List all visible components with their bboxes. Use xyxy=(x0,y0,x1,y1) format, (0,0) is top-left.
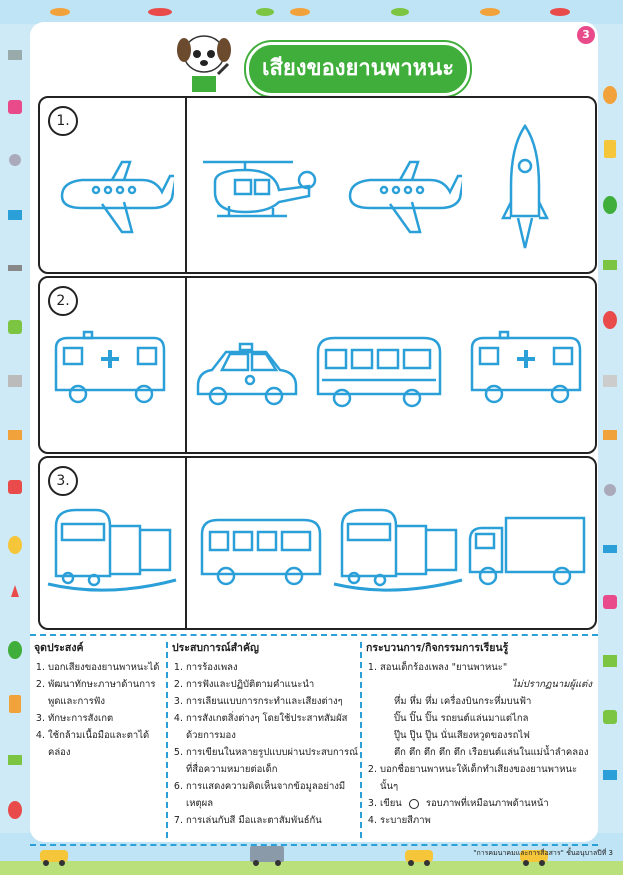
list-item: 3. การเลียนแบบการกระทำและเสียงต่างๆ xyxy=(186,693,360,710)
footer-caption: "การคมนาคมและการสื่อสาร" ชั้นอนุบาลปีที่ 3 xyxy=(473,849,613,857)
list-item: 4. ระบายสีภาพ xyxy=(380,812,592,829)
panel-divider xyxy=(185,458,187,628)
panel-divider xyxy=(185,98,187,272)
list-item: 6. การแสดงความคิดเห็นจากข้อมูลอย่างมีเหตุผล xyxy=(186,778,360,812)
list-item: 2. พัฒนาทักษะภาษาด้านการพูดและการฟัง xyxy=(48,676,166,710)
list-item xyxy=(380,795,592,812)
page-title: เสียงของยานพาหนะ xyxy=(246,42,470,96)
bus-icon xyxy=(312,328,446,412)
rocket-icon xyxy=(500,122,550,262)
right-side-icons xyxy=(601,40,619,840)
lyric-line: ตึก ตึก ตึก ตึก ตึก เรือยนต์แล่นในแม่น้ำลำคลอง xyxy=(394,747,589,758)
list-item: 7. การเล่นกับสี มือและตาสัมพันธ์กัน xyxy=(186,812,360,829)
circle-icon xyxy=(409,799,419,809)
lyric-line: ปู๊น ปู๊น ปู๊น นั่นเสียงหวูดของรถไฟ xyxy=(394,730,530,741)
train-icon xyxy=(46,502,180,598)
left-side-icons xyxy=(6,40,24,840)
song-lyrics xyxy=(380,676,592,761)
lyric-line: ปิ๊น ปิ๊น ปิ๊น รถยนต์แล่นมาแต่ไกล xyxy=(394,713,529,724)
helicopter-icon xyxy=(195,152,323,232)
exercise-panel-2 xyxy=(38,276,597,454)
experiences-list xyxy=(172,659,360,829)
list-item: 1. การร้องเพลง xyxy=(186,659,360,676)
truck-icon xyxy=(466,510,590,590)
process-list xyxy=(366,659,592,829)
objectives-column xyxy=(34,640,166,761)
list-item: 2. บอกชื่อยานพาหนะให้เด็กทำเสียงของยานพาหนะนั้นๆ xyxy=(380,761,592,795)
ambulance-icon xyxy=(466,328,590,408)
experiences-heading: ประสบการณ์สำคัญ xyxy=(172,642,259,654)
exercise-panel-1 xyxy=(38,96,597,274)
list-item: 4. ใช้กล้ามเนื้อมือและตาได้คล่อง xyxy=(48,727,166,761)
process-column xyxy=(366,640,592,829)
dog-mascot-icon xyxy=(164,28,244,98)
list-item: 1. บอกเสียงของยานพาหนะได้ xyxy=(48,659,166,676)
airplane-icon xyxy=(340,156,462,236)
airplane-icon xyxy=(52,156,174,236)
exercise-number: 1. xyxy=(48,106,78,136)
page-number-badge: 3 xyxy=(577,26,595,44)
list-item xyxy=(380,659,592,761)
train-icon xyxy=(332,502,466,598)
lesson-info-section xyxy=(30,634,598,846)
objectives-list xyxy=(34,659,166,761)
column-divider xyxy=(166,642,168,838)
list-item: 4. การสังเกตสิ่งต่างๆ โดยใช้ประสาทสัมผัสด้วยการมอง xyxy=(186,710,360,744)
objectives-heading: จุดประสงค์ xyxy=(34,642,84,654)
process-step-3-post: รอบภาพที่เหมือนภาพด้านหน้า xyxy=(425,798,549,809)
bus-icon xyxy=(196,510,326,590)
panel-divider xyxy=(185,278,187,452)
list-item: 3. ทักษะการสังเกต xyxy=(48,710,166,727)
exercise-panel-3 xyxy=(38,456,597,630)
exercise-number: 3. xyxy=(48,466,78,496)
process-step-3-pre: เขียน xyxy=(380,798,402,809)
process-heading: กระบวนการ/กิจกรรมการเรียนรู้ xyxy=(366,642,509,654)
song-credit: ไม่ปรากฏนามผู้แต่ง xyxy=(511,679,592,690)
ambulance-icon xyxy=(50,328,174,408)
process-step-1: สอนเด็กร้องเพลง "ยานพาหนะ" xyxy=(380,662,508,673)
lyric-line: หึ่ม หึ่ม หึ่ม เครื่องบินกระหึ่มบนฟ้า xyxy=(394,696,532,707)
exercise-number: 2. xyxy=(48,286,78,316)
column-divider xyxy=(360,642,362,838)
experiences-column xyxy=(172,640,360,829)
list-item: 5. การเขียนในหลายรูปแบบผ่านประสบการณ์ที่สื่อความหมายต่อเด็ก xyxy=(186,744,360,778)
top-vehicles-decor xyxy=(0,0,623,24)
police-car-icon xyxy=(192,334,302,410)
list-item: 2. การฟังและปฏิบัติตามคำแนะนำ xyxy=(186,676,360,693)
top-decor-strip xyxy=(0,0,623,24)
